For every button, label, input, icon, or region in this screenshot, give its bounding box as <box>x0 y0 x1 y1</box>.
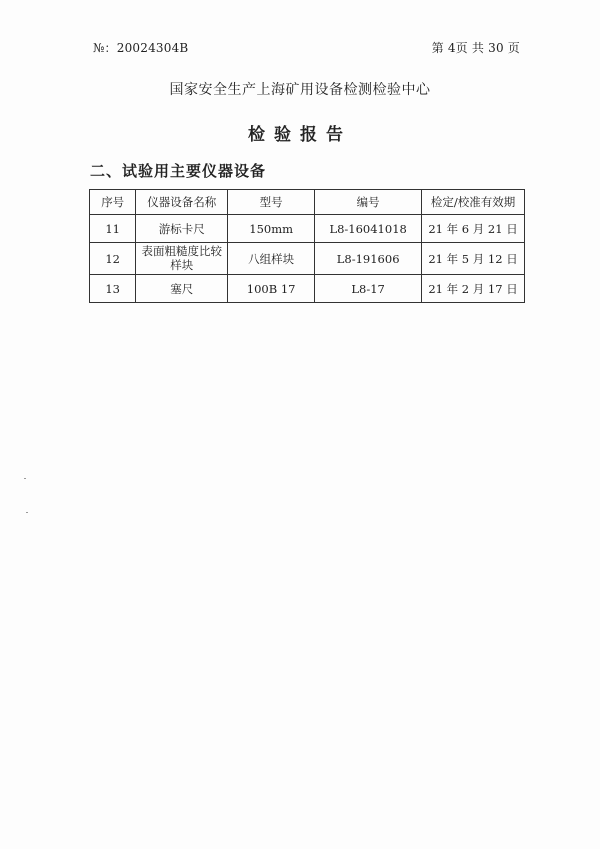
report-title: 检验报告 <box>248 125 352 145</box>
cell-validity: 21 年 5 月 12 日 <box>422 243 525 275</box>
page-counter: 第 4页 共 30 页 <box>431 41 520 55</box>
cell-model: 100B 17 <box>228 275 315 303</box>
table-row <box>90 243 525 275</box>
table-row <box>90 215 525 243</box>
scan-speck <box>24 478 26 479</box>
column-header-serial: 编号 <box>315 190 422 215</box>
cell-name: 塞尺 <box>136 275 228 303</box>
column-header-validity: 检定/校准有效期 <box>422 190 525 215</box>
table-header-row <box>90 190 525 215</box>
cell-validity: 21 年 2 月 17 日 <box>422 275 525 303</box>
cell-validity: 21 年 6 月 21 日 <box>422 215 525 243</box>
column-header-model: 型号 <box>228 190 315 215</box>
cell-no: 11 <box>90 215 136 243</box>
column-header-name: 仪器设备名称 <box>136 190 228 215</box>
table-row <box>90 275 525 303</box>
cell-name: 表面粗糙度比较样块 <box>136 243 228 275</box>
cell-model: 八组样块 <box>228 243 315 275</box>
cell-serial: L8-16041018 <box>315 215 422 243</box>
section-heading: 二、试验用主要仪器设备 <box>90 162 267 180</box>
organization-title: 国家安全生产上海矿用设备检测检验中心 <box>169 82 431 98</box>
equipment-table <box>89 189 525 303</box>
cell-serial: L8-191606 <box>315 243 422 275</box>
cell-model: 150mm <box>228 215 315 243</box>
column-header-no: 序号 <box>90 190 136 215</box>
cell-no: 13 <box>90 275 136 303</box>
cell-serial: L8-17 <box>315 275 422 303</box>
cell-name: 游标卡尺 <box>136 215 228 243</box>
cell-no: 12 <box>90 243 136 275</box>
report-number: №：20024304B <box>93 41 189 55</box>
scan-speck <box>26 512 28 513</box>
